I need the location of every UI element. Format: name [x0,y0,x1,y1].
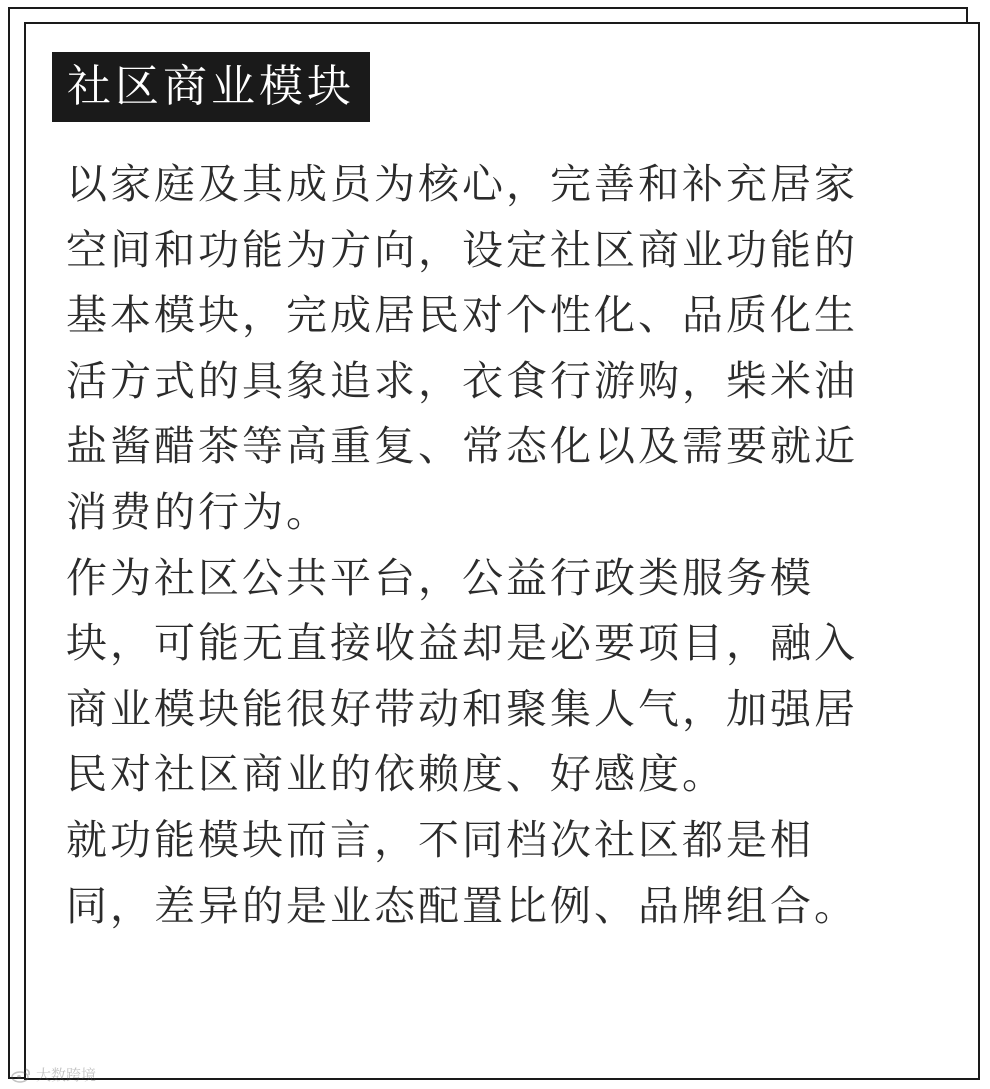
text-line: 以家庭及其成员为核心，完善和补充居家 [66,160,858,208]
text-line: 基本模块，完成居民对个性化、品质化生 [66,291,858,340]
article-body [66,152,946,939]
paragraph-3 [66,808,946,939]
text-line: 同，差异的是业态配置比例、品牌组合。 [66,881,858,930]
section-title-box [52,52,370,122]
text-line: 空间和功能为方向，设定社区商业功能的 [66,225,858,274]
text-line: 盐酱醋茶等高重复、常态化以及需要就近 [66,422,858,471]
watermark [10,1064,96,1085]
text-line: 活方式的具象追求，衣食行游购，柴米油 [66,356,858,405]
text-line: 民对社区商业的依赖度、好感度。 [66,750,726,799]
watermark-text: 大数跨境 [36,1066,97,1084]
weibo-logo-icon [10,1067,32,1083]
paragraph-1 [66,152,946,546]
text-line: 商业模块能很好带动和聚集人气，加强居 [66,684,858,733]
text-line: 作为社区公共平台，公益行政类服务模 [66,553,814,602]
text-line: 消费的行为。 [66,487,330,536]
text-line: 块，可能无直接收益却是必要项目，融入 [66,619,858,668]
section-title: 社区商业模块 [67,61,355,112]
paragraph-2 [66,546,946,808]
text-line: 就功能模块而言，不同档次社区都是相 [66,815,814,864]
